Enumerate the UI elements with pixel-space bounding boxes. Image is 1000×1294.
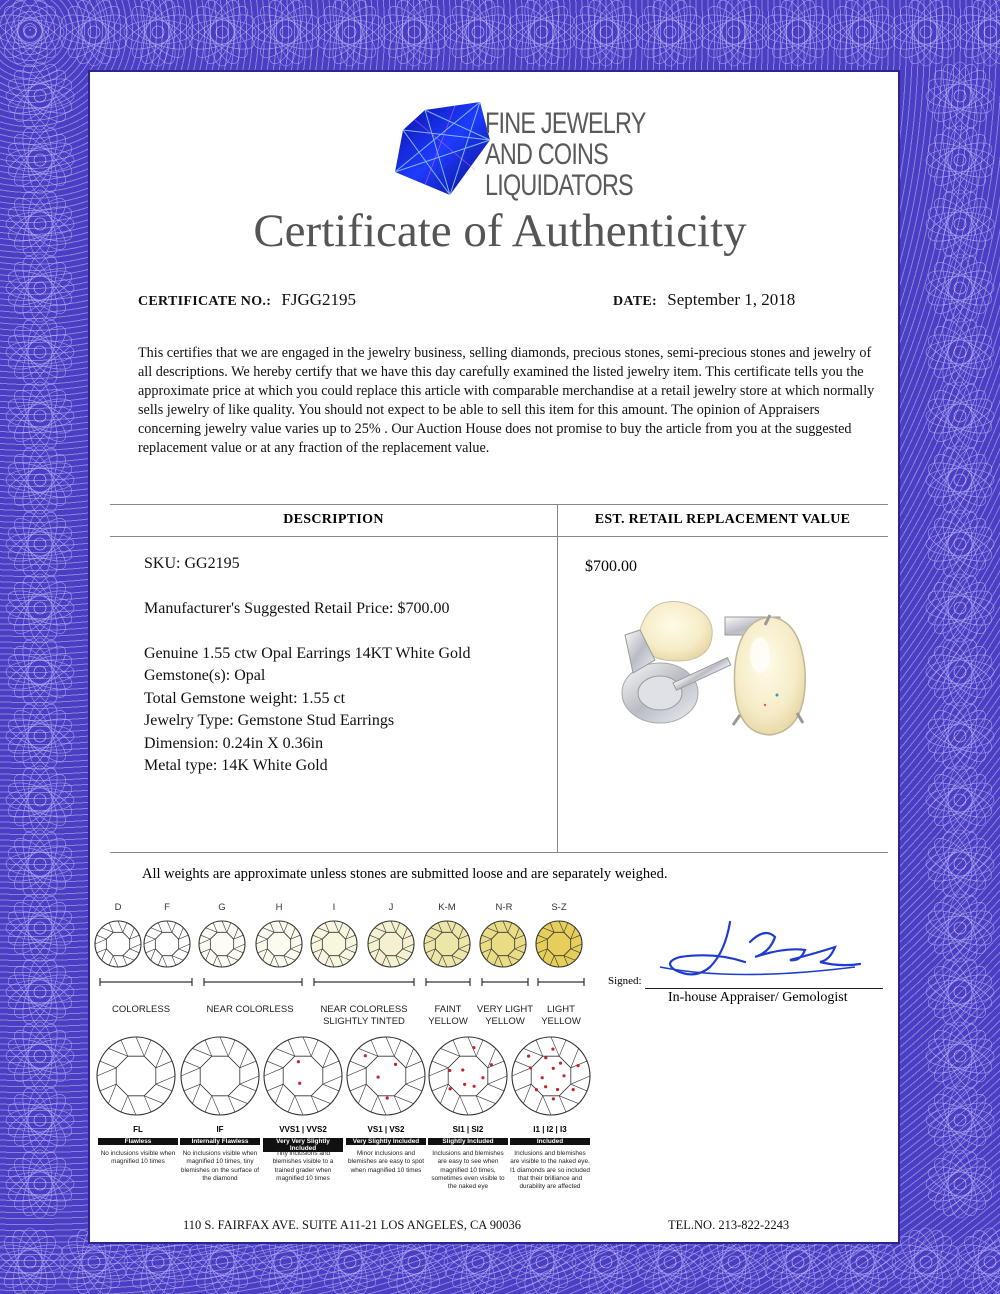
footer-phone: TEL.NO. 213-822-2243 [668, 1218, 790, 1232]
inclusion-mark [551, 1047, 554, 1050]
inclusion-mark [472, 1046, 475, 1049]
clarity-title: Flawless [98, 1138, 178, 1145]
inclusion-mark [572, 1088, 575, 1091]
color-grade: D [114, 902, 122, 913]
color-diamond [480, 921, 526, 967]
color-grade: G [218, 902, 226, 913]
intro-paragraph: This certifies that we are engaged in the jewelry business, selling diamonds, precious stones, semi-precious stones and jewelry of all descriptions. We hereby certify that we have this day carefully examined the listed jewelry item. This certificate tells you the approximate price at which you could replace this article with comparable merchandise at a retail jewelry store at which normally sells jewelry of like quality. You should not expect to be able to sell this item for this amount. The opinion of Appraisers concerning jewelry value varies up to 25% . Our Auction House does not promise to buy the article from you at the suggested replacement value or at any fraction of the replacement value. [138, 345, 875, 456]
sku: SKU: GG2195 [144, 555, 240, 572]
clarity-title: Internally Flawless [180, 1138, 260, 1145]
clarity-title: Very Slightly Included [346, 1138, 426, 1145]
certificate-date [613, 290, 795, 310]
color-diamond [536, 921, 582, 967]
inclusion-mark [527, 1054, 530, 1057]
color-grade: J [388, 902, 394, 913]
inclusion-mark [297, 1060, 300, 1063]
footer-address: 110 S. FAIRFAX AVE. SUITE A11-21 LOS ANGELES, CA 90036 [183, 1218, 521, 1232]
clarity-code: VS1 | VS2 [367, 1125, 405, 1134]
inclusion-mark [556, 1088, 559, 1091]
color-grade: I [332, 902, 336, 913]
signature-line [645, 988, 883, 989]
inclusion-mark [562, 1074, 565, 1077]
clarity-diamond [181, 1037, 259, 1115]
table-column-divider [557, 504, 558, 852]
color-diamond [199, 921, 245, 967]
clarity-description: No inclusions visible when magnified 10 times, tiny blemishes on the surface of the diamond [180, 1150, 260, 1182]
color-diamond [311, 921, 357, 967]
inclusion-mark [386, 1096, 389, 1099]
inclusion-mark [481, 1076, 484, 1079]
inclusion-mark [473, 1085, 476, 1088]
handwritten-signature [655, 912, 875, 982]
msrp: Manufacturer's Suggested Retail Price: $700.00 [144, 600, 450, 617]
color-diamond [424, 921, 470, 967]
weights-note: All weights are approximate unless stones are submitted loose and are separately weighed. [142, 866, 668, 882]
clarity-code: VVS1 | VVS2 [279, 1125, 327, 1134]
logo-line-1: FINE JEWELRY [485, 107, 646, 140]
certificate-number-value: FJGG2195 [281, 290, 357, 309]
inclusion-mark [552, 1097, 555, 1100]
inclusion-mark [535, 1088, 538, 1091]
clarity-code: SI1 | SI2 [452, 1125, 484, 1134]
detail-line: Total Gemstone weight: 1.55 ct [144, 690, 346, 707]
clarity-code: IF [216, 1125, 224, 1134]
table-top-rule [110, 504, 888, 505]
detail-line: Jewelry Type: Gemstone Stud Earrings [144, 712, 395, 729]
inclusion-mark [449, 1087, 452, 1090]
color-grade: S-Z [551, 902, 567, 913]
table-header-rule [110, 536, 888, 537]
inclusion-mark [463, 1083, 466, 1086]
certificate-number [138, 290, 356, 310]
logo-line-2: AND COINS [485, 138, 608, 171]
detail-line: Metal type: 14K White Gold [144, 757, 328, 774]
clarity-title: Slightly Included [428, 1138, 508, 1145]
color-diamond [256, 921, 302, 967]
replacement-value: $700.00 [585, 558, 637, 575]
color-diamond [144, 921, 190, 967]
date-value: September 1, 2018 [667, 290, 796, 309]
clarity-diamond [512, 1037, 590, 1115]
inclusion-mark [461, 1068, 464, 1071]
certificate-title: Certificate of Authenticity [253, 205, 747, 257]
color-category: VERY LIGHT YELLOW [476, 1004, 534, 1027]
clarity-description: Minor inclusions and blemishes are easy to spot when magnified 10 times [347, 1150, 425, 1174]
clarity-title: Included [510, 1138, 590, 1145]
inclusion-mark [544, 1056, 547, 1059]
opal-earrings-image [605, 585, 845, 780]
inclusion-mark [448, 1069, 451, 1072]
color-grade: F [164, 902, 170, 913]
detail-line: Genuine 1.55 ctw Opal Earrings 14KT White Gold [144, 645, 471, 662]
clarity-diamond [97, 1037, 175, 1115]
color-category: LIGHT YELLOW [541, 1004, 581, 1027]
logo-line-3: LIQUIDATORS [485, 169, 633, 202]
color-grade: H [275, 902, 283, 913]
inclusion-mark [298, 1082, 301, 1085]
table-bottom-rule [110, 852, 888, 853]
color-category: NEAR COLORLESS [206, 1004, 294, 1015]
color-grade: K-M [438, 902, 456, 913]
clarity-title: Very Very Slightly Included [263, 1138, 343, 1152]
inclusion-mark [376, 1076, 379, 1079]
clarity-description: Inclusions and blemishes are visible to the naked eye. I1 diamonds are so included that their brilliance and durability are affected [510, 1150, 590, 1191]
clarity-code: FL [133, 1125, 143, 1134]
detail-line: Gemstone(s): Opal [144, 667, 266, 684]
value-header: EST. RETAIL REPLACEMENT VALUE [594, 512, 851, 527]
color-diamond-row [92, 918, 592, 998]
clarity-diamond-row [96, 1032, 596, 1124]
signed-label: Signed: [608, 975, 642, 987]
inclusion-mark [559, 1062, 562, 1065]
inclusion-mark [541, 1076, 544, 1079]
color-category: FAINT YELLOW [428, 1004, 468, 1027]
logo-wordmark [485, 108, 646, 201]
inclusion-mark [394, 1063, 397, 1066]
color-category: NEAR COLORLESS SLIGHTLY TINTED [320, 1004, 408, 1027]
clarity-description: No inclusions visible when magnified 10 times [100, 1150, 176, 1166]
clarity-diamond [264, 1037, 342, 1115]
inclusion-mark [364, 1054, 367, 1057]
color-diamond [368, 921, 414, 967]
color-category: COLORLESS [111, 1004, 171, 1015]
certificate-number-label: CERTIFICATE NO.: [138, 294, 272, 309]
clarity-code: I1 | I2 | I3 [533, 1125, 567, 1134]
color-diamond [95, 921, 141, 967]
clarity-diamond [347, 1037, 425, 1115]
detail-line: Dimension: 0.24in X 0.36in [144, 735, 324, 752]
clarity-description: Inclusions and blemishes are easy to see when magnified 10 times, sometimes even visible to the naked eye [431, 1150, 505, 1191]
appraiser-title: In-house Appraiser/ Gemologist [668, 990, 848, 1005]
inclusion-mark [544, 1085, 547, 1088]
clarity-diamond [429, 1037, 507, 1115]
inclusion-mark [552, 1067, 555, 1070]
inclusion-mark [576, 1064, 579, 1067]
description-header: DESCRIPTION [283, 512, 384, 527]
inclusion-mark [490, 1063, 493, 1066]
inclusion-mark [529, 1066, 532, 1069]
color-grade: N-R [495, 902, 513, 913]
date-label: DATE: [613, 294, 658, 309]
clarity-description: Tiny inclusions and blemishes visible to a trained grader when magnified 10 times [272, 1150, 334, 1182]
